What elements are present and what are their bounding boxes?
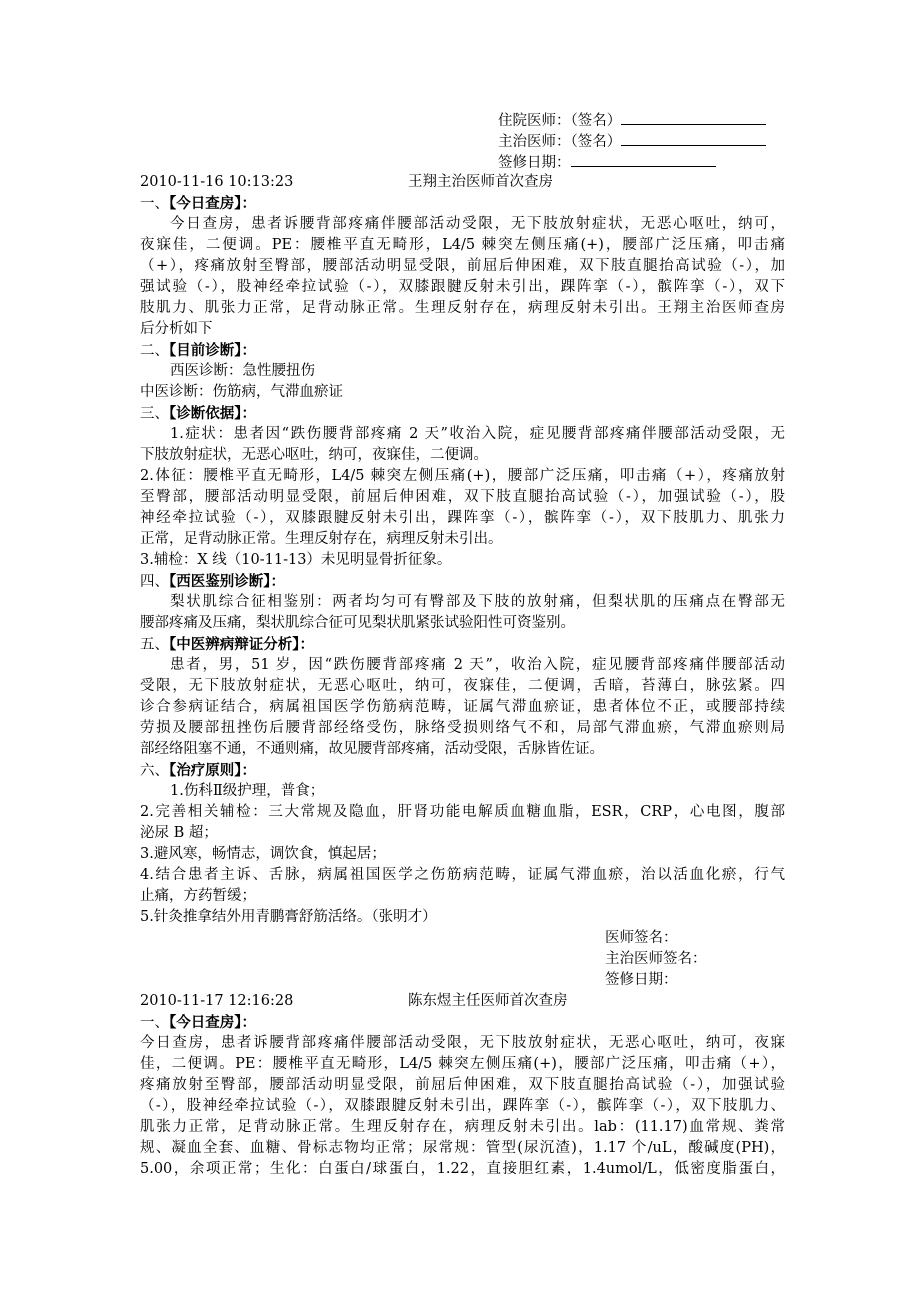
section-colon: ： [299, 636, 314, 653]
round1-section-basis-heading [140, 403, 785, 424]
tcm-diagnosis: 中医诊断：伤筋病，气滞血瘀证 [140, 384, 343, 400]
paragraph-line: （+），疼痛放射至臀部，腰部活动明显受限，前屈后伸困难，双下肢直腿抬高试验（-），加 [140, 258, 785, 274]
resident-signature-line [140, 109, 785, 130]
paragraph-line: （-），股神经牵拉试验（-），双膝跟腱反射未引出，踝阵挛（-），髌阵挛（-），双下肢肌力、 [140, 1098, 785, 1114]
paragraph-line: 1.伤科Ⅱ级护理，普食； [170, 783, 325, 799]
round2-header [140, 991, 785, 1012]
section-label: 【诊断依据】 [169, 405, 242, 422]
paragraph-line: 5.00，余项正常；生化：白蛋白/球蛋白，1.22，直接胆红素，1.4umol/L，低密度脂蛋白， [140, 1161, 785, 1177]
paragraph-line: 规、凝血全套、血糖、骨标志物均正常；尿常规：管型(尿沉渣)，1.17 个/uL，酸碱度(PH)， [140, 1140, 785, 1156]
paragraph-line: 患者，男，51 岁，因“跌伤腰背部疼痛 2 天”，收治入院，症见腰背部疼痛伴腰部活动 [170, 657, 785, 673]
revise-date-blank [571, 151, 716, 167]
paragraph-line: 部经络阻塞不通，不通则痛，故见腰背部疼痛，活动受限，舌脉皆佐证。 [140, 741, 604, 757]
section-label: 【治疗原则】 [169, 762, 242, 779]
revise-date: 签修日期： [605, 972, 678, 988]
section-colon: ： [241, 762, 256, 779]
attending-signature-line [140, 130, 785, 151]
paragraph-line: 至臀部，腰部活动明显受限，前屈后伸困难，双下肢直腿抬高试验（-），加强试验（-），股 [140, 489, 785, 505]
round1-section-today-heading [140, 193, 785, 214]
round1-section-treatment-heading [140, 760, 785, 781]
section-colon: ： [241, 342, 256, 359]
section-colon: ： [241, 405, 256, 422]
paragraph-line: 受限，无下肢放射症状，无恶心呕吐，纳可，夜寐佳，二便调，舌暗，苔薄白，脉弦紧。四 [140, 678, 785, 694]
paragraph-line: 今日查房，患者诉腰背部疼痛伴腰部活动受限，无下肢放射症状，无恶心呕吐，纳可， [170, 216, 785, 232]
round1-section-tcm-analysis-heading [140, 634, 785, 655]
paragraph-line: 神经牵拉试验（-），双膝跟腱反射未引出，踝阵挛（-），髌阵挛（-），双下肢肌力、肌张力 [140, 510, 785, 526]
section-number: 一、 [140, 1015, 169, 1031]
paragraph-line: 强试验（-），股神经牵拉试验（-），双膝跟腱反射未引出，踝阵挛（-），髌阵挛（-），双下 [140, 279, 785, 295]
paragraph-line: 1.症状：患者因“跌伤腰背部疼痛 2 天”收治入院，症见腰背部疼痛伴腰部活动受限，无 [170, 426, 785, 442]
section-label: 【今日查房】 [169, 195, 242, 212]
paragraph-line: 劳损及腰部扭挫伤后腰背部经络受伤，脉络受损则络气不和，局部气滞血瘀，气滞血瘀则局 [140, 720, 785, 736]
resident-signature-label: 住院医师：（签名） [498, 113, 622, 129]
revise-date-line [140, 151, 785, 172]
round1-timestamp: 2010-11-16 10:13:23 [140, 174, 294, 190]
paragraph-line: 夜寐佳，二便调。PE：腰椎平直无畸形，L4/5 棘突左侧压痛(+)，腰部广泛压痛，叩击痛 [140, 237, 785, 253]
paragraph-line: 肢肌力、肌张力正常，足背动脉正常。生理反射存在，病理反射未引出。王翔主治医师查房 [140, 300, 785, 316]
paragraph-line: 诊合参病证结合，病属祖国医学伤筋病范畴，证属气滞血瘀证，患者体位不正，或腰部持续 [140, 699, 785, 715]
top-margin [140, 0, 785, 109]
round2-title: 陈东煜主任医师首次查房 [408, 993, 568, 1009]
paragraph-line: 3.避风寒，畅情志，调饮食，慎起居； [140, 846, 386, 862]
medical-record-page [140, 0, 785, 1302]
section-label: 【西医鉴别诊断】 [169, 573, 271, 590]
revise-date-label: 签修日期： [498, 155, 571, 171]
paragraph-line: 疼痛放射至臀部，腰部活动明显受限，前屈后伸困难，双下肢直腿抬高试验（-），加强试验 [140, 1077, 785, 1093]
paragraph-line: 止痛，方药暂缓； [140, 888, 256, 904]
attending-signature-blank [621, 130, 766, 146]
resident-signature-blank [621, 109, 766, 125]
paragraph-line: 佳，二便调。PE：腰椎平直无畸形，L4/5 棘突左侧压痛(+)，腰部广泛压痛，叩击痛（+）， [140, 1056, 785, 1072]
round2-section-today-heading [140, 1012, 785, 1033]
section-label: 【目前诊断】 [169, 342, 242, 359]
paragraph-line: 2.体征：腰椎平直无畸形，L4/5 棘突左侧压痛(+)，腰部广泛压痛，叩击痛（+），疼痛放射 [140, 468, 785, 484]
paragraph-line: 泌尿 B 超； [140, 825, 218, 841]
paragraph-line: 3.辅检：X 线（10-11-13）未见明显骨折征象。 [140, 552, 452, 568]
section-number: 六、 [140, 763, 169, 779]
paragraph-line: 后分析如下 [140, 321, 213, 337]
section-number: 三、 [140, 406, 169, 422]
paragraph-line: 腰部疼痛及压痛，梨状肌综合征可见梨状肌紧张试验阳性可资鉴别。 [140, 615, 575, 631]
section-number: 四、 [140, 574, 169, 590]
section-label: 【今日查房】 [169, 1014, 242, 1031]
paragraph-line: 下肢放射症状，无恶心呕吐，纳可，夜寐佳，二便调。 [140, 447, 488, 463]
round1-section-diagnosis-heading [140, 340, 785, 361]
paragraph-line: 4.结合患者主诉、舌脉，病属祖国医学之伤筋病范畴，证属气滞血瘀，治以活血化瘀，行气 [140, 867, 785, 883]
attending-signature-label: 主治医师：（签名） [498, 134, 622, 150]
paragraph-line: 5.针灸推拿结外用青鹏膏舒筋活络。（张明才） [140, 909, 437, 925]
section-number: 五、 [140, 637, 169, 653]
doctor-signature: 医师签名： [605, 930, 678, 946]
section-colon: ： [241, 195, 256, 212]
round1-section-differential-heading [140, 571, 785, 592]
section-number: 二、 [140, 343, 169, 359]
paragraph-line: 肌张力正常，足背动脉正常。生理反射存在，病理反射未引出。lab：(11.17)血常规、粪常 [140, 1119, 785, 1135]
western-diagnosis: 西医诊断：急性腰扭伤 [170, 363, 315, 379]
attending-signature: 主治医师签名： [605, 951, 707, 967]
paragraph-line: 今日查房，患者诉腰背部疼痛伴腰部活动受限，无下肢放射症状，无恶心呕吐，纳可，夜寐 [140, 1035, 785, 1051]
round1-title: 王翔主治医师首次查房 [408, 174, 553, 190]
round1-header [140, 172, 785, 193]
paragraph-line: 正常，足背动脉正常。生理反射存在，病理反射未引出。 [140, 531, 503, 547]
section-label: 【中医辨病辩证分析】 [169, 636, 300, 653]
section-number: 一、 [140, 196, 169, 212]
section-colon: ： [270, 573, 285, 590]
round2-timestamp: 2010-11-17 12:16:28 [140, 993, 294, 1009]
paragraph-line: 2.完善相关辅检：三大常规及隐血，肝肾功能电解质血糖血脂，ESR，CRP，心电图，腹部 [140, 804, 785, 820]
section-colon: ： [241, 1014, 256, 1031]
paragraph-line: 梨状肌综合征相鉴别：两者均匀可有臀部及下肢的放射痛，但梨状肌的压痛点在臀部无 [170, 594, 785, 610]
